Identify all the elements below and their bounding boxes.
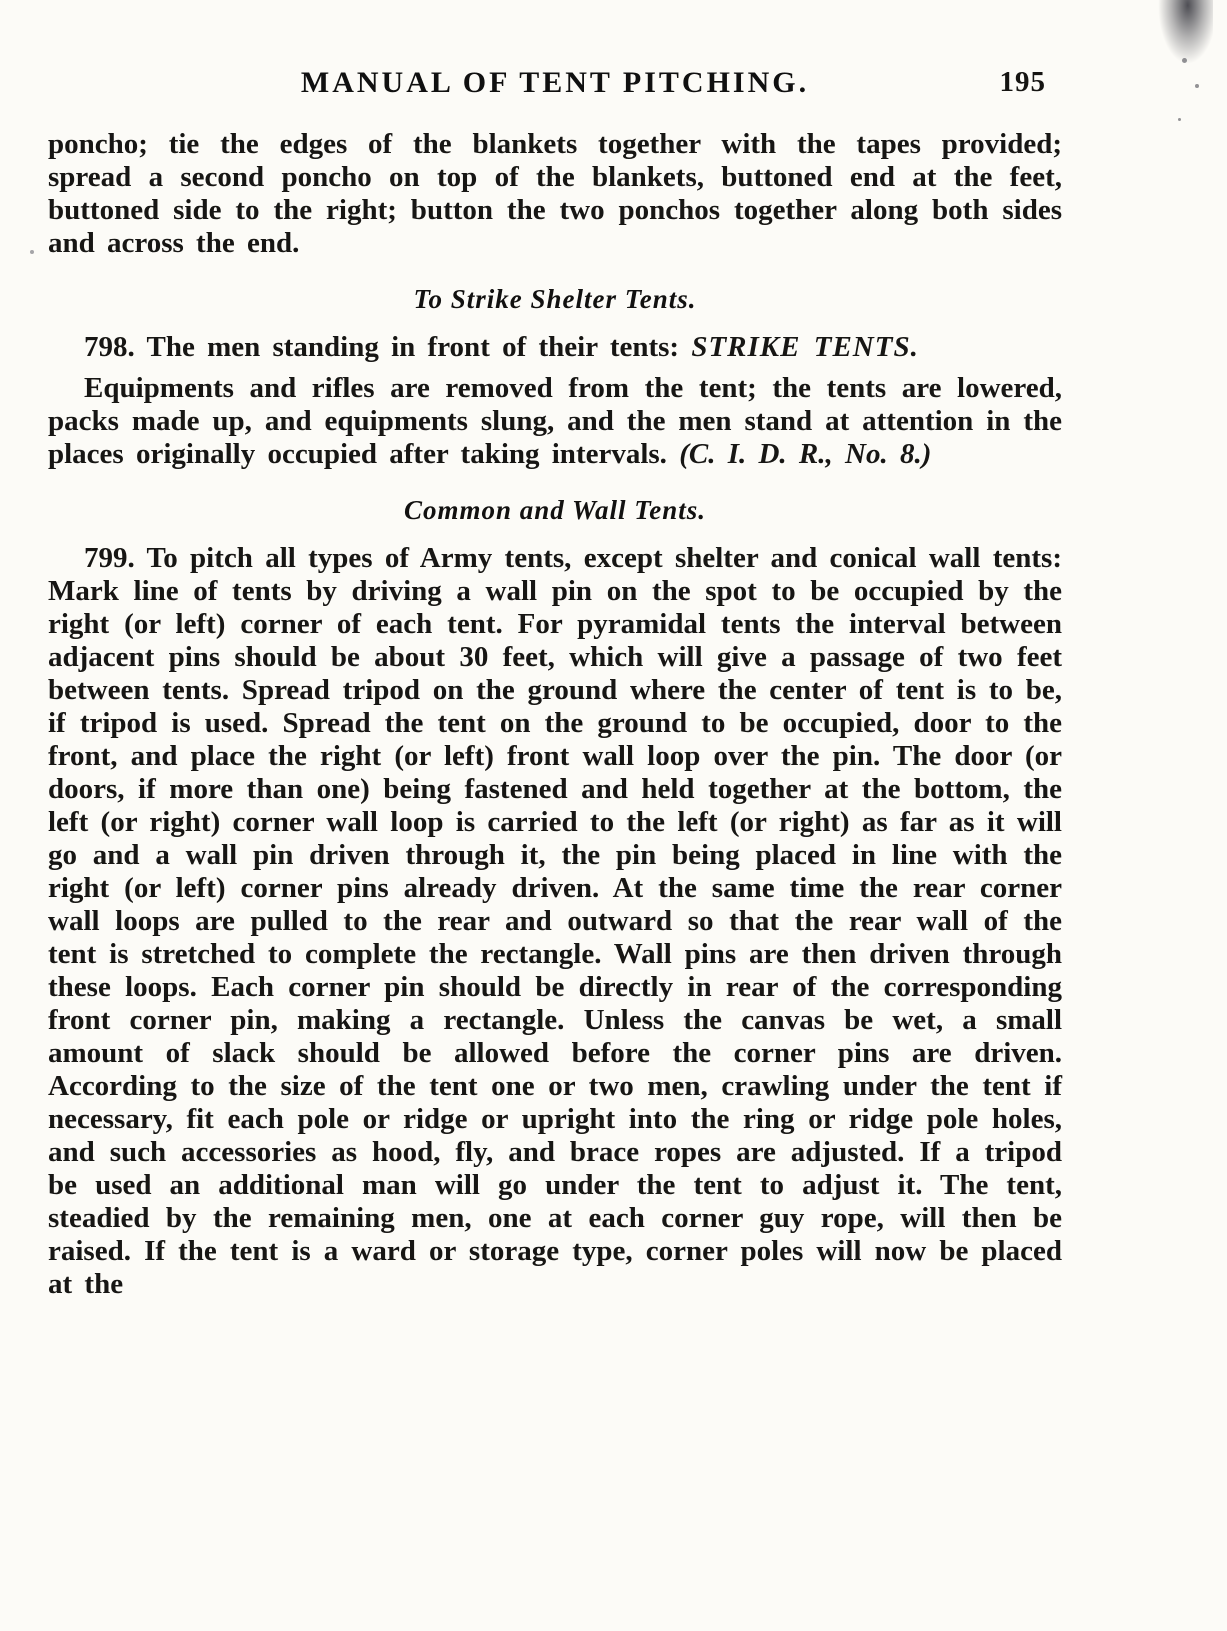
page-number: 195 — [999, 66, 1046, 98]
scan-speck — [1178, 118, 1181, 121]
paragraph-799 — [48, 542, 1062, 1301]
paragraph-text: To pitch all types of Army tents, except shelter and conical wall tents: Mark line of tents by driving a wall pin on the spot to be occupied by the right (or left) corner of each tent. For pyramidal tents the interval between adjacent pins should be about 30 feet, which will give a passage of two feet between tents. Spread tripod on the ground where the center of tent is to be, if tripod is used. Spread the tent on the ground to be occupied, door to the front, and place the right (or left) front wall loop over the pin. The door (or doors, if more than one) being fastened and held together at the bottom, the left (or right) corner wall loop is carried to the left (or right) as far as it will go and a wall pin driven through it, the pin being placed in line with the right (or left) corner pins already driven. At the same time the rear corner wall loops are pulled to the rear and outward so that the rear wall of the tent is stretched to complete the rectangle. Wall pins are then driven through these loops. Each corner pin should be directly in rear of the corresponding front corner pin, making a rectangle. Unless the canvas be wet, a small amount of slack should be allowed before the corner pins are driven. According to the size of the tent one or two men, crawling under the tent if necessary, fit each pole or ridge or upright into the ring or ridge pole holes, and such accessories as hood, fly, and brace ropes are adjusted. If a tripod be used an additional man will go under the tent to adjust it. The tent, steadied by the remaining men, one at each corner guy rope, will then be raised. If the tent is a ward or storage type, corner poles will now be placed at the — [48, 542, 1062, 1300]
section-heading-strike-shelter-tents: To Strike Shelter Tents. — [413, 284, 697, 314]
command-text: STRIKE TENTS. — [691, 331, 919, 363]
scan-speck — [1195, 84, 1199, 88]
page-content — [48, 66, 1062, 1301]
paragraph-number: 799. — [84, 542, 135, 574]
scan-speck — [30, 250, 34, 254]
scan-smudge — [1157, 0, 1213, 66]
page-header — [48, 66, 1062, 110]
paragraph-number: 798. — [84, 331, 135, 363]
paragraph-text: Equipments and rifles are removed from the tent; the tents are lowered, packs made up, and equipments slung, and the men stand at attention in the places originally occupied after taking intervals. — [48, 372, 1062, 470]
paragraph-poncho-continuation: poncho; tie the edges of the blankets together with the tapes provided; spread a second poncho on top of the blankets, buttoned end at the feet, buttoned side to the right; button the two ponchos together along both sides and across the end. — [48, 128, 1062, 259]
running-title: MANUAL OF TENT PITCHING. — [300, 66, 810, 99]
citation: (C. I. D. R., No. 8.) — [679, 438, 932, 470]
spacer — [48, 364, 1062, 372]
section-heading-common-wall-tents: Common and Wall Tents. — [403, 495, 707, 525]
paragraph-equipments — [48, 372, 1062, 471]
paragraph-text: The men standing in front of their tents: — [146, 331, 680, 363]
paragraph-798 — [48, 331, 1062, 364]
scan-speck — [1182, 58, 1187, 63]
